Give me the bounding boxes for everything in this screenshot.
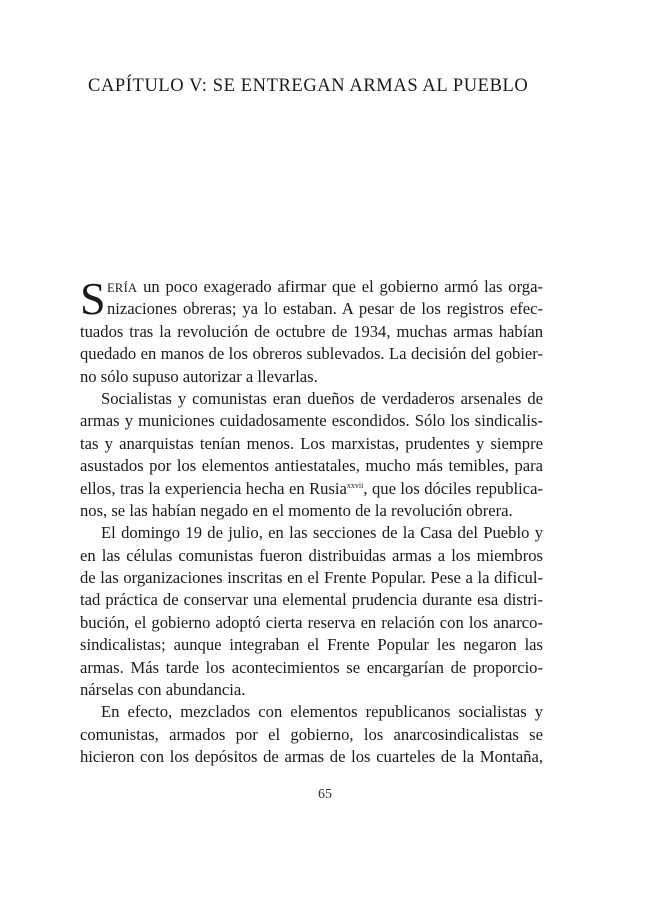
paragraph-4: [80, 701, 543, 768]
drop-cap: S: [80, 273, 106, 324]
text-line: tas y anarquistas tenían menos. Los marxistas, prudentes y siempre: [80, 433, 543, 453]
body-text: [80, 273, 543, 769]
text-line: Socialistas y comunistas eran dueños de verdaderos arsenales de: [101, 388, 543, 408]
text-line: comunistas, armados por el gobierno, los anarcosindicalistas se: [80, 724, 543, 744]
text-line: no sólo supuso autorizar a llevarlas.: [80, 366, 318, 386]
paragraph-2: [80, 388, 543, 522]
paragraph-3: [80, 522, 543, 701]
page-number: 65: [318, 787, 332, 802]
text-line: en las células comunistas fueron distribuidas armas a los miembros: [80, 545, 543, 565]
text-line: tad práctica de conservar una elemental prudencia durante esa distri-: [80, 590, 543, 610]
text-line: nárselas con abundancia.: [80, 680, 246, 700]
small-caps-opening: ERÍA: [107, 281, 138, 295]
text-span: , que los dóciles republica-: [363, 478, 543, 498]
text-line: El domingo 19 de julio, en las secciones de la Casa del Pueblo y: [101, 523, 543, 543]
footnote-marker[interactable]: xxvii: [346, 480, 364, 490]
text-line: tuados tras la revolución de octubre de 1934, muchas armas habían: [80, 321, 543, 341]
text-line: armas y municiones cuidadosamente escondidos. Sólo los sindicalis-: [80, 411, 543, 431]
text-line: quedado en manos de los obreros sublevados. La decisión del gobier-: [80, 344, 543, 364]
text-line: de las organizaciones inscritas en el Frente Popular. Pese a la dificul-: [80, 568, 543, 588]
text-line: asustados por los elementos antiestatales, mucho más temibles, para: [80, 456, 543, 476]
chapter-title: CAPÍTULO V: SE ENTREGAN ARMAS AL PUEBLO: [88, 76, 529, 96]
text-line: En efecto, mezclados con elementos republicanos socialistas y: [101, 702, 543, 722]
text-span: un poco exagerado afirmar que el gobierno armó las orga-: [137, 277, 543, 296]
paragraph-1: [80, 273, 543, 388]
text-line: armas. Más tarde los acontecimientos se encargarían de proporcio-: [80, 657, 543, 677]
text-span: ellos, tras la experiencia hecha en Rusia: [80, 478, 347, 498]
text-line: hicieron con los depósitos de armas de los cuarteles de la Montaña,: [80, 747, 543, 767]
text-line: [80, 478, 543, 500]
text-line: [80, 276, 543, 298]
text-line: nizaciones obreras; ya lo estaban. A pesar de los registros efec-: [107, 299, 543, 319]
text-line: nos, se las habían negado en el momento de la revolución obrera.: [80, 500, 513, 520]
text-line: sindicalistas; aunque integraban el Frente Popular les negaron las: [80, 635, 543, 655]
text-line: bución, el gobierno adoptó cierta reserva en relación con los anarco-: [80, 612, 543, 632]
